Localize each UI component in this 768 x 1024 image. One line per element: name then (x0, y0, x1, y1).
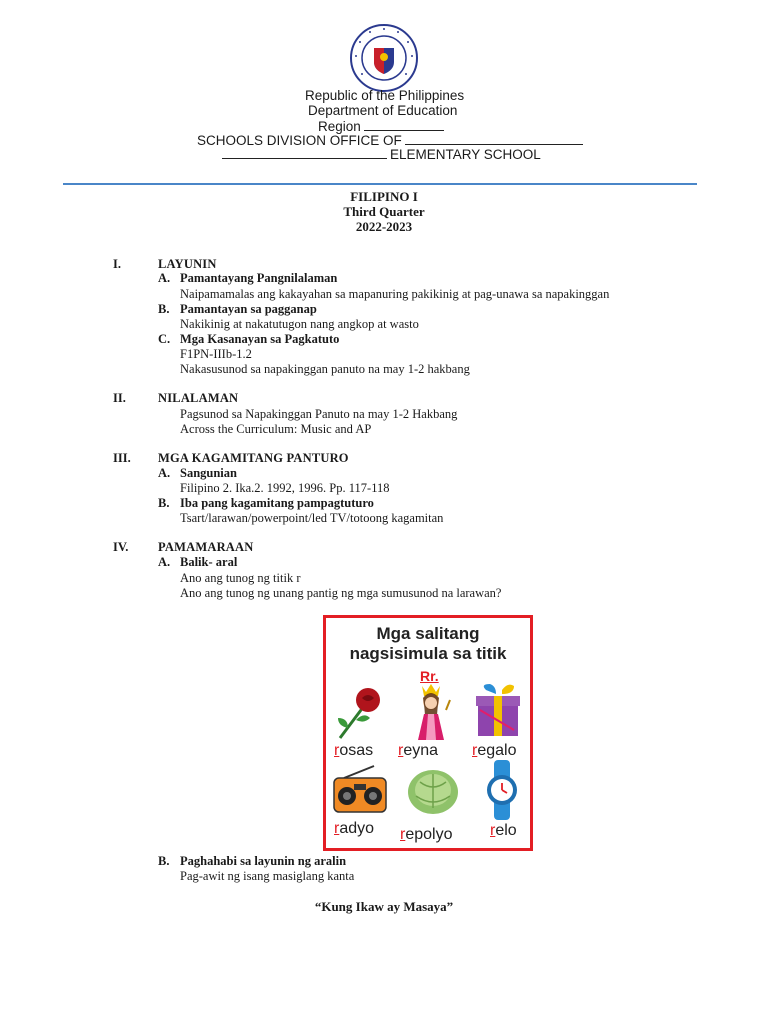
subsection-title: Paghahabi sa layunin ng aralin (180, 854, 347, 868)
division-label: SCHOOLS DIVISION OFFICE OF (197, 133, 402, 148)
word-first-letter: r (334, 820, 340, 837)
word-first-letter: r (334, 742, 340, 759)
cabbage-icon (406, 766, 460, 816)
rose-icon (334, 684, 386, 740)
chart-letters: Rr. (420, 668, 439, 684)
section-numeral: II. (113, 391, 126, 405)
radio-icon (332, 764, 388, 816)
word-rest: epolyo (405, 826, 453, 843)
subsection-letter: B. (158, 854, 170, 868)
subsection-letter: A. (158, 466, 171, 480)
section-numeral: IV. (113, 540, 129, 554)
word-relo (490, 822, 517, 840)
subsection-title: Iba pang kagamitang pampagtuturo (180, 496, 374, 510)
quarter-title: Third Quarter (343, 204, 425, 219)
subsection-text: Nakasusunod sa napakinggan panuto na may 1-2 hakbang (180, 362, 470, 376)
subsection-text: Ano ang tunog ng titik r (180, 571, 301, 585)
word-rest: egalo (477, 742, 517, 759)
word-first-letter: r (472, 742, 478, 759)
word-radyo (334, 820, 374, 838)
region-blank (364, 117, 444, 131)
school-blank (222, 145, 387, 159)
word-regalo (472, 742, 516, 760)
word-first-letter: r (398, 742, 404, 759)
word-first-letter: r (490, 822, 496, 839)
gift-icon (472, 682, 524, 738)
subsection-text: Across the Curriculum: Music and AP (180, 422, 372, 436)
subsection-title: Pamantayang Pangnilalaman (180, 271, 338, 285)
section-title: MGA KAGAMITANG PANTURO (158, 451, 349, 465)
section-title: NILALAMAN (158, 391, 239, 405)
school-label: ELEMENTARY SCHOOL (390, 147, 541, 162)
subsection-text: Naipamamalas ang kakayahan sa mapanuring pakikinig at pag-unawa sa napakinggan (180, 287, 610, 301)
subsection-text: Tsart/larawan/powerpoint/led TV/totoong kagamitan (180, 511, 444, 525)
subsection-text: Pagsunod sa Napakinggan Panuto na may 1-2 Hakbang (180, 407, 458, 421)
subsection-title: Balik- aral (180, 555, 238, 569)
chart-title-line1: Mga salitang (376, 624, 480, 643)
document-title (0, 189, 768, 234)
department-line: Department of Education (308, 103, 458, 118)
subject-title: FILIPINO I (350, 189, 418, 204)
region-label: Region (318, 119, 361, 134)
subsection-text: Nakikinig at nakatutugon nang angkop at wasto (180, 317, 419, 331)
word-first-letter: r (400, 826, 406, 843)
subsection-title: Mga Kasanayan sa Pagkatuto (180, 332, 340, 346)
word-rosas (334, 742, 373, 760)
subsection-letter: A. (158, 555, 171, 569)
subsection-letter: B. (158, 302, 170, 316)
subsection-text: Ano ang tunog ng unang pantig ng mga sumusunod na larawan? (180, 586, 502, 600)
republic-line: Republic of the Philippines (305, 88, 465, 103)
subsection-text: Filipino 2. Ika.2. 1992, 1996. Pp. 117-118 (180, 481, 390, 495)
watch-icon (482, 758, 522, 822)
section-numeral: III. (113, 451, 131, 465)
school-year: 2022-2023 (355, 219, 413, 234)
section-title: LAYUNIN (158, 257, 217, 271)
header-divider (63, 183, 697, 185)
word-rest: elo (495, 822, 517, 839)
section-numeral: I. (113, 257, 121, 271)
subsection-text: Pag-awit ng isang masiglang kanta (180, 869, 355, 883)
chart-title-line2: nagsisimula sa titik (349, 644, 507, 663)
word-reyna (398, 742, 438, 760)
deped-seal-icon (350, 24, 418, 92)
subsection-letter: A. (158, 271, 171, 285)
word-rest: osas (339, 742, 374, 759)
subsection-title: Sangunian (180, 466, 237, 480)
word-rest: adyo (339, 820, 375, 837)
school-line (222, 145, 541, 162)
subsection-letter: C. (158, 332, 171, 346)
queen-icon (402, 680, 460, 742)
subsection-title: Pamantayan sa pagganap (180, 302, 317, 316)
words-chart (323, 615, 533, 851)
subsection-letter: B. (158, 496, 170, 510)
competency-code: F1PN-IIIb-1.2 (180, 347, 252, 361)
song-title: “Kung Ikaw ay Masaya” (314, 899, 454, 914)
word-repolyo (400, 826, 452, 844)
word-rest: eyna (403, 742, 439, 759)
section-title: PAMAMARAAN (158, 540, 254, 554)
division-blank (405, 131, 583, 145)
